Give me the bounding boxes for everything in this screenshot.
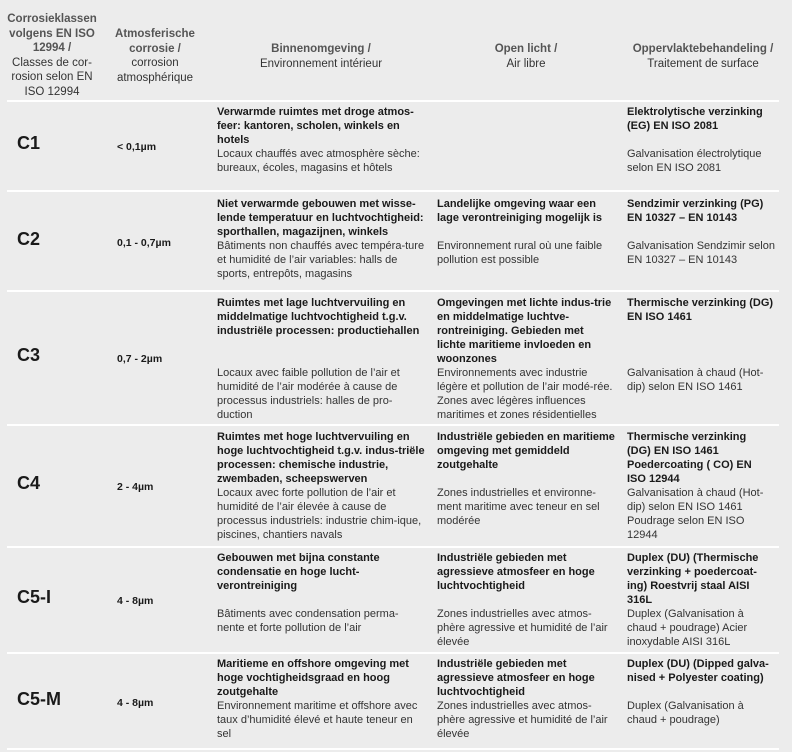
outdoor-cell — [437, 296, 615, 422]
table-row — [7, 654, 779, 750]
header-surface-treatment — [627, 42, 779, 71]
outdoor-cell — [437, 551, 615, 649]
outdoor-fr: Zones industrielles avec atmos-phère agressive et humidité de l’air élevée — [437, 700, 608, 740]
corrosion-rate: 2 - 4µm — [117, 481, 154, 493]
outdoor-nl: Industriële gebieden met agressieve atmosfeer en hoge luchtvochtigheid — [437, 552, 595, 592]
treatment-nl: Elektrolytische verzinking (EG) EN ISO 2081 — [627, 106, 763, 132]
corrosion-rate: 4 - 8µm — [117, 595, 154, 607]
outdoor-nl: Omgevingen met lichte indus-trie en middelmatige luchtve-rontreiniging. Gebieden met lichte maritieme invloeden en woonzones — [437, 297, 612, 365]
treatment-nl: Sendzimir verzinking (PG) EN 10327 – EN 10143 — [627, 198, 764, 224]
table-header — [7, 0, 779, 102]
indoor-fr: Bâtiments non chauffés avec tempéra-ture et humidité de l’air variables: halls de sports, entrepôts, magasins — [217, 240, 425, 280]
header-fr: corrosion atmosphérique — [116, 57, 194, 84]
outdoor-fr: Environnement rural où une faible pollution est possible — [437, 240, 603, 266]
outdoor-cell — [437, 430, 615, 528]
class-label: C1 — [17, 133, 41, 153]
header-indoor — [217, 42, 425, 71]
corrosion-rate: < 0,1µm — [117, 141, 157, 153]
treatment-fr: Duplex (Galvanisation à chaud + poudrage) — [627, 700, 744, 726]
indoor-cell — [217, 657, 425, 741]
outdoor-nl: Industriële gebieden met agressieve atmosfeer en hoge luchtvochtigheid — [437, 658, 595, 698]
indoor-nl: Ruimtes met hoge luchtvervuiling en hoge luchtvochtigheid t.g.v. indus-triële processen: chemische industrie, zwembaden, scheepswerven — [217, 431, 425, 485]
treatment-cell — [627, 105, 787, 175]
header-outdoor — [437, 42, 615, 71]
class-label: C3 — [17, 345, 41, 365]
treatment-cell — [627, 296, 779, 394]
outdoor-nl: Landelijke omgeving waar een lage verontreiniging mogelijk is — [437, 198, 603, 224]
treatment-cell — [627, 551, 769, 649]
indoor-nl: Maritieme en offshore omgeving met hoge vochtigheidsgraad en hoog zoutgehalte — [217, 658, 409, 698]
header-fr: Classes de cor-rosion selon EN ISO 12994 — [11, 56, 93, 98]
indoor-nl: Niet verwarmde gebouwen met wisse-lende temperatuur en luchtvochtigheid: sporthallen, magazijnen, winkels — [217, 198, 424, 238]
treatment-cell — [627, 430, 767, 542]
indoor-cell — [217, 197, 425, 281]
corrosion-rate: 0,7 - 2µm — [117, 353, 163, 365]
outdoor-fr: Zones industrielles avec atmos-phère agressive et humidité de l’air élevée — [437, 608, 608, 648]
table-row — [7, 292, 779, 426]
table-row — [7, 426, 779, 548]
outdoor-cell — [437, 197, 615, 267]
outdoor-nl: Industriële gebieden en maritieme omgeving met gemiddeld zoutgehalte — [437, 431, 615, 471]
class-label: C4 — [17, 473, 41, 493]
header-atmospheric-corrosion — [111, 27, 199, 85]
header-nl: Binnenomgeving / — [271, 43, 371, 55]
treatment-fr: Galvanisation électrolytique selon EN ISO 2081 — [627, 148, 762, 174]
class-label: C2 — [17, 229, 41, 249]
indoor-fr: Environnement maritime et offshore avec taux d’humidité élevé et haute teneur en sel — [217, 700, 418, 740]
treatment-fr: Duplex (Galvanisation à chaud + poudrage) Acier inoxydable AISI 316L — [627, 608, 748, 648]
indoor-nl: Gebouwen met bijna constante condensatie en hoge lucht-verontreiniging — [217, 552, 380, 592]
treatment-fr: Galvanisation Sendzimir selon EN 10327 – EN 10143 — [627, 240, 775, 266]
treatment-nl: Duplex (DU) (Dipped galva-nised + Polyester coating) — [627, 658, 769, 684]
indoor-fr: Locaux avec forte pollution de l’air et humidité de l’air élevée à cause de processus industriels: industrie chim-ique, piscines, chantiers navals — [217, 487, 422, 541]
header-nl: Oppervlaktebehandeling / — [632, 43, 774, 55]
treatment-cell — [627, 197, 779, 267]
header-fr: Air libre — [506, 57, 546, 70]
indoor-nl: Verwarmde ruimtes met droge atmos-feer: kantoren, scholen, winkels en hotels — [217, 106, 414, 146]
class-label: C5-I — [17, 587, 52, 607]
indoor-fr: Bâtiments avec condensation perma-nente et forte pollution de l’air — [217, 608, 399, 634]
treatment-nl: Duplex (DU) (Thermische verzinking + poedercoat-ing) Roestvrij staal AISI 316L — [627, 552, 759, 606]
indoor-fr: Locaux chauffés avec atmosphère sèche: bureaux, écoles, magasins et hôtels — [217, 148, 420, 174]
header-nl: Corrosieklassen volgens EN ISO 12994 / — [7, 13, 97, 54]
indoor-cell — [217, 296, 425, 422]
outdoor-fr: Zones industrielles et environne-ment maritime avec teneur en sel modérée — [437, 487, 600, 527]
outdoor-fr: Environnements avec industrie légère et pollution de l’air modé-rée. Zones avec légères influences maritimes et zones résidentielles — [437, 367, 613, 421]
corrosion-rate: 4 - 8µm — [117, 697, 154, 709]
table-row — [7, 102, 779, 192]
outdoor-cell — [437, 657, 615, 741]
class-label: C5-M — [17, 689, 61, 709]
indoor-fr: Locaux avec faible pollution de l’air et humidité de l’air modérée à cause de processus industriels: halles de pro-duction — [217, 367, 400, 421]
treatment-fr: Galvanisation à chaud (Hot-dip) selon EN ISO 1461 — [627, 367, 764, 393]
treatment-nl: Thermische verzinking (DG) EN ISO 1461 Poedercoating ( CO) EN ISO 12944 — [627, 431, 752, 485]
header-nl: Open licht / — [494, 43, 558, 55]
indoor-cell — [217, 430, 425, 542]
header-fr: Traitement de surface — [647, 57, 759, 70]
header-fr: Environnement intérieur — [259, 57, 383, 70]
treatment-nl: Thermische verzinking (DG) EN ISO 1461 — [627, 297, 774, 323]
indoor-cell — [217, 105, 425, 175]
table-row — [7, 192, 779, 292]
corrosion-rate: 0,1 - 0,7µm — [117, 237, 171, 249]
header-nl: Atmosferische corrosie / — [115, 28, 195, 55]
indoor-nl: Ruimtes met lage luchtvervuiling en middelmatige luchtvochtigheid t.g.v. industriële processen: productiehallen — [217, 297, 420, 337]
indoor-cell — [217, 551, 425, 635]
treatment-cell — [627, 657, 769, 727]
table-row — [7, 548, 779, 654]
header-corrosion-class — [7, 12, 97, 99]
treatment-fr: Galvanisation à chaud (Hot-dip) selon EN ISO 1461 Poudrage selon EN ISO 12944 — [627, 487, 764, 541]
